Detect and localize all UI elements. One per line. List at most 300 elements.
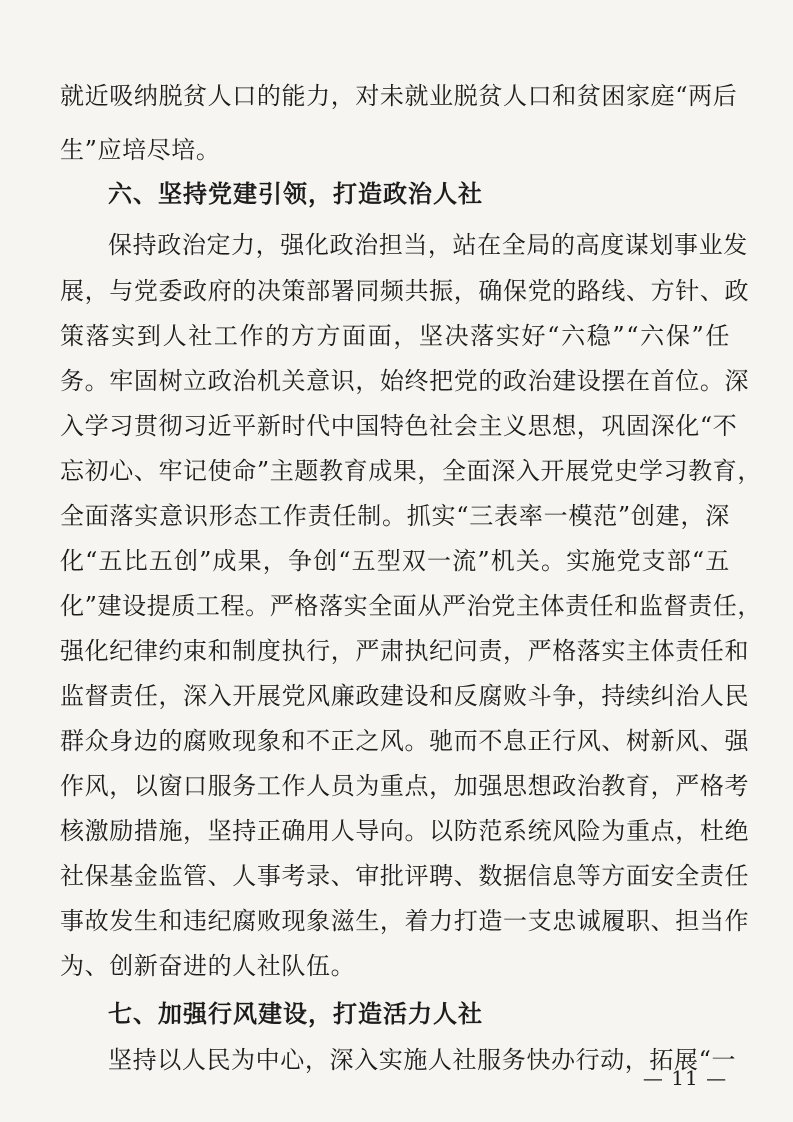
paragraph-char: 近 bbox=[84, 82, 110, 110]
paragraph-char: 任 bbox=[724, 862, 750, 890]
paragraph-char: 力 bbox=[231, 231, 256, 259]
paragraph-char: 评 bbox=[404, 862, 430, 890]
paragraph-char: 、 bbox=[330, 862, 356, 890]
paragraph-char: 持 bbox=[132, 1046, 158, 1074]
paragraph-char: 身 bbox=[109, 727, 134, 755]
paragraph-char: 在 bbox=[477, 231, 502, 259]
paragraph-char: 振 bbox=[429, 277, 454, 305]
paragraph-char: 导 bbox=[355, 817, 380, 845]
paragraph-line bbox=[108, 225, 748, 265]
paragraph-char: ， bbox=[379, 907, 405, 935]
paragraph-char: 执 bbox=[404, 637, 430, 665]
paragraph-char: 站 bbox=[452, 231, 478, 259]
paragraph-char: 保 bbox=[665, 322, 691, 350]
paragraph-char: 政 bbox=[355, 682, 380, 710]
paragraph-char: 一 bbox=[711, 1046, 737, 1074]
paragraph-char: 六 bbox=[561, 322, 586, 350]
paragraph-char: 持 bbox=[232, 817, 257, 845]
paragraph-char: 续 bbox=[626, 682, 651, 710]
paragraph-char: 严 bbox=[442, 592, 467, 620]
paragraph-char: 程 bbox=[220, 592, 246, 620]
paragraph-char: ” bbox=[199, 547, 212, 575]
paragraph-char: 策 bbox=[60, 322, 85, 350]
paragraph-char: 强 bbox=[724, 727, 750, 755]
paragraph-char: 、 bbox=[650, 907, 676, 935]
paragraph-char: 边 bbox=[133, 727, 159, 755]
paragraph-char: 腐 bbox=[478, 682, 503, 710]
paragraph-char: 造 bbox=[478, 907, 503, 935]
paragraph-char: ， bbox=[680, 502, 706, 530]
paragraph-char: 行 bbox=[575, 1046, 601, 1074]
paragraph-char: 安 bbox=[650, 862, 676, 890]
paragraph-char: “ bbox=[626, 322, 640, 350]
paragraph-char: 巩 bbox=[601, 412, 627, 440]
paragraph-char: 风 bbox=[306, 682, 331, 710]
paragraph-char: 展 bbox=[565, 457, 590, 485]
paragraph-char: 初 bbox=[84, 457, 110, 485]
paragraph-line-text: 为、创新奋进的人社队伍。 bbox=[60, 952, 356, 980]
paragraph-char: 主 bbox=[269, 457, 295, 485]
paragraph-char: 开 bbox=[540, 457, 566, 485]
paragraph-char: 打 bbox=[453, 907, 479, 935]
paragraph-char: 质 bbox=[171, 592, 196, 620]
paragraph-char: 部 bbox=[666, 547, 692, 575]
paragraph-char: 事 bbox=[674, 231, 699, 259]
paragraph-char: 、 bbox=[601, 727, 627, 755]
paragraph-char: 保 bbox=[84, 862, 110, 890]
paragraph-char: 任 bbox=[332, 502, 358, 530]
paragraph-char: 违 bbox=[183, 907, 208, 935]
paragraph-char: 决 bbox=[444, 322, 470, 350]
paragraph-char: 和 bbox=[207, 637, 233, 665]
paragraph-char: 机 bbox=[490, 547, 516, 575]
paragraph-char: 就 bbox=[60, 82, 85, 110]
paragraph-char: “ bbox=[698, 1046, 712, 1074]
paragraph-char: 强 bbox=[60, 637, 85, 665]
paragraph-char: ” bbox=[612, 322, 626, 350]
paragraph-char: 息 bbox=[552, 862, 577, 890]
paragraph-char: 化 bbox=[675, 412, 700, 440]
paragraph-char: 口 bbox=[527, 82, 553, 110]
paragraph-char: ， bbox=[330, 82, 356, 110]
paragraph-char: 事 bbox=[256, 862, 282, 890]
paragraph-char: 纳 bbox=[133, 82, 159, 110]
paragraph-char: 意 bbox=[159, 502, 184, 530]
paragraph-char: 不 bbox=[306, 727, 331, 755]
paragraph-char: 任 bbox=[133, 682, 159, 710]
paragraph-char: 作 bbox=[60, 772, 85, 800]
paragraph-char: 。 bbox=[381, 502, 407, 530]
paragraph-char: 务 bbox=[232, 772, 257, 800]
paragraph-line bbox=[60, 271, 750, 311]
paragraph-char: 象 bbox=[306, 907, 331, 935]
paragraph-char: 树 bbox=[626, 727, 651, 755]
paragraph-char: 系 bbox=[502, 817, 528, 845]
paragraph-char: 用 bbox=[306, 817, 331, 845]
paragraph-char: 树 bbox=[158, 367, 184, 395]
paragraph-char: 范 bbox=[478, 817, 503, 845]
paragraph-char: ” bbox=[617, 502, 631, 530]
paragraph-char: 建 bbox=[379, 682, 405, 710]
paragraph-char: ， bbox=[393, 322, 418, 350]
paragraph-char: 深 bbox=[491, 457, 516, 485]
paragraph-line bbox=[108, 1040, 737, 1080]
paragraph-char: 作 bbox=[282, 502, 308, 530]
paragraph-char: 社 bbox=[188, 322, 213, 350]
paragraph-line bbox=[60, 406, 738, 446]
paragraph-char: 。 bbox=[84, 367, 110, 395]
paragraph-char: 方 bbox=[601, 862, 627, 890]
paragraph-char: 教 bbox=[318, 457, 344, 485]
paragraph-char: 为 bbox=[231, 1046, 256, 1074]
paragraph-char: 署 bbox=[330, 277, 356, 305]
paragraph-char: 比 bbox=[123, 547, 149, 575]
paragraph-char: 之 bbox=[355, 727, 380, 755]
paragraph-char: 和 bbox=[158, 907, 184, 935]
paragraph-char: 业 bbox=[429, 82, 454, 110]
paragraph-char: 设 bbox=[576, 367, 602, 395]
paragraph-line bbox=[60, 496, 730, 536]
paragraph-char: 习 bbox=[183, 412, 208, 440]
paragraph-char: 落 bbox=[576, 637, 602, 665]
paragraph-char: 中 bbox=[330, 412, 356, 440]
paragraph-char: 社 bbox=[452, 1046, 478, 1074]
paragraph-char: 。 bbox=[541, 547, 566, 575]
paragraph-char: 形 bbox=[208, 502, 234, 530]
paragraph-char: 实 bbox=[566, 547, 591, 575]
paragraph-char: 家 bbox=[626, 82, 651, 110]
paragraph-char: ， bbox=[576, 682, 602, 710]
paragraph-line bbox=[60, 721, 750, 761]
paragraph-char: 政 bbox=[329, 231, 355, 259]
paragraph-char: 与 bbox=[109, 277, 134, 305]
paragraph-char: 作 bbox=[281, 772, 307, 800]
paragraph-char: 线 bbox=[601, 277, 627, 305]
paragraph-char: 风 bbox=[379, 727, 405, 755]
paragraph-char: 吸 bbox=[109, 82, 134, 110]
paragraph-char: ， bbox=[624, 1046, 650, 1074]
paragraph-char: ” bbox=[691, 322, 705, 350]
paragraph-char: 人 bbox=[162, 322, 188, 350]
paragraph-char: 立 bbox=[183, 367, 208, 395]
paragraph-char: 强 bbox=[478, 772, 503, 800]
paragraph-char: 部 bbox=[306, 277, 331, 305]
paragraph-char: 束 bbox=[183, 637, 208, 665]
paragraph-char: 识 bbox=[330, 367, 356, 395]
paragraph-char: 持 bbox=[601, 682, 627, 710]
paragraph-char: 数 bbox=[478, 862, 503, 890]
paragraph-char: 教 bbox=[601, 772, 627, 800]
paragraph-char: 务 bbox=[60, 367, 85, 395]
paragraph-char: 双 bbox=[401, 547, 427, 575]
paragraph-char: 面 bbox=[392, 592, 418, 620]
paragraph-char: 时 bbox=[281, 412, 307, 440]
paragraph-char: 杜 bbox=[699, 817, 725, 845]
paragraph-char: 和 bbox=[614, 592, 639, 620]
paragraph-char: 息 bbox=[502, 727, 528, 755]
paragraph-char: 一 bbox=[543, 502, 569, 530]
paragraph-char: 固 bbox=[626, 412, 651, 440]
paragraph-char: 当 bbox=[699, 907, 725, 935]
paragraph-char: 的 bbox=[478, 367, 503, 395]
paragraph-char: 牢 bbox=[158, 457, 184, 485]
paragraph-char: “ bbox=[675, 82, 689, 110]
paragraph-char: 重 bbox=[379, 772, 405, 800]
paragraph-char: 严 bbox=[269, 592, 295, 620]
paragraph-char: 中 bbox=[255, 1046, 281, 1074]
paragraph-char: 人 bbox=[181, 1046, 207, 1074]
paragraph-char: 风 bbox=[675, 727, 700, 755]
paragraph-line bbox=[60, 901, 750, 941]
paragraph-char: 抓 bbox=[406, 502, 432, 530]
section-heading: 六、坚持党建引领，打造政治人社 bbox=[108, 180, 483, 208]
paragraph-char: 行 bbox=[306, 637, 331, 665]
paragraph-line bbox=[60, 541, 730, 581]
paragraph-char: ， bbox=[183, 817, 208, 845]
paragraph-char: 国 bbox=[355, 412, 380, 440]
paragraph-char: 、 bbox=[133, 457, 159, 485]
paragraph-char: 职 bbox=[626, 907, 651, 935]
paragraph-char: 斗 bbox=[527, 682, 553, 710]
paragraph-char: 命 bbox=[232, 457, 257, 485]
paragraph-char: 代 bbox=[306, 412, 331, 440]
paragraph-char: 格 bbox=[294, 592, 319, 620]
paragraph-char: ， bbox=[737, 457, 762, 485]
paragraph-char: ， bbox=[158, 682, 184, 710]
paragraph-char: 化 bbox=[60, 592, 85, 620]
paragraph-char: 治 bbox=[354, 231, 379, 259]
paragraph-char: 高 bbox=[575, 231, 601, 259]
paragraph-char: 担 bbox=[675, 907, 700, 935]
paragraph-char: 任 bbox=[705, 322, 730, 350]
paragraph-char: 心 bbox=[109, 457, 134, 485]
paragraph-char: 业 bbox=[698, 231, 724, 259]
paragraph-char: 问 bbox=[453, 637, 479, 665]
paragraph-char: 未 bbox=[379, 82, 405, 110]
paragraph-char: 现 bbox=[232, 727, 257, 755]
paragraph-char: 服 bbox=[477, 1046, 502, 1074]
paragraph-line bbox=[60, 451, 762, 491]
paragraph-char: 作 bbox=[239, 322, 265, 350]
paragraph-char: 方 bbox=[650, 277, 676, 305]
paragraph-char: 和 bbox=[552, 82, 577, 110]
paragraph-char: 特 bbox=[379, 412, 405, 440]
paragraph-char: 正 bbox=[527, 727, 553, 755]
paragraph-line bbox=[60, 631, 750, 671]
paragraph-char: 五 bbox=[705, 547, 730, 575]
paragraph-char: 成 bbox=[368, 457, 393, 485]
paragraph-char: 忘 bbox=[60, 457, 85, 485]
paragraph-char: 度 bbox=[600, 231, 625, 259]
paragraph-char: 口 bbox=[232, 82, 257, 110]
paragraph-char: 两 bbox=[688, 82, 713, 110]
paragraph-char: ， bbox=[262, 547, 288, 575]
paragraph-char: ， bbox=[675, 817, 700, 845]
paragraph-char: 新 bbox=[650, 727, 676, 755]
paragraph-char: 忠 bbox=[552, 907, 577, 935]
paragraph-char: 终 bbox=[404, 367, 430, 395]
paragraph-char: 实 bbox=[111, 322, 136, 350]
paragraph-char: 考 bbox=[724, 772, 750, 800]
paragraph-char: 绝 bbox=[724, 817, 750, 845]
paragraph-char: 正 bbox=[330, 727, 356, 755]
paragraph-char: ， bbox=[355, 367, 380, 395]
paragraph-char: 责 bbox=[565, 592, 590, 620]
paragraph-char: 责 bbox=[699, 862, 725, 890]
paragraph-char: 方 bbox=[316, 322, 342, 350]
paragraph-char: 管 bbox=[183, 862, 208, 890]
paragraph-char: 模 bbox=[568, 502, 593, 530]
paragraph-char: 现 bbox=[281, 907, 307, 935]
paragraph-char: 励 bbox=[109, 817, 134, 845]
paragraph-char: 施 bbox=[403, 1046, 428, 1074]
paragraph-char: 牢 bbox=[109, 367, 134, 395]
paragraph-char: 政 bbox=[183, 277, 208, 305]
paragraph-char: 范 bbox=[593, 502, 618, 530]
paragraph-char: 约 bbox=[158, 637, 184, 665]
paragraph-char: 创 bbox=[630, 502, 656, 530]
paragraph-char: 共 bbox=[404, 277, 430, 305]
paragraph-char: 设 bbox=[122, 592, 147, 620]
paragraph-char: 纪 bbox=[429, 637, 454, 665]
paragraph-char: 险 bbox=[576, 817, 602, 845]
paragraph-char: 到 bbox=[136, 322, 162, 350]
paragraph-char: 人 bbox=[330, 817, 356, 845]
paragraph-char: 核 bbox=[60, 817, 85, 845]
paragraph-char: 党 bbox=[453, 367, 479, 395]
paragraph-char: 首 bbox=[650, 367, 676, 395]
paragraph-char: 好 bbox=[521, 322, 547, 350]
paragraph-char: 思 bbox=[527, 412, 553, 440]
paragraph-char: 办 bbox=[550, 1046, 576, 1074]
paragraph-char: 针 bbox=[675, 277, 700, 305]
paragraph-char: ， bbox=[429, 772, 454, 800]
paragraph-char: 从 bbox=[417, 592, 443, 620]
paragraph-char: 务 bbox=[501, 1046, 527, 1074]
paragraph-char: 育 bbox=[712, 457, 738, 485]
paragraph-char: 全 bbox=[60, 502, 85, 530]
paragraph-char: 、 bbox=[626, 277, 651, 305]
paragraph-char: 腐 bbox=[232, 907, 257, 935]
paragraph-char: 力 bbox=[306, 82, 331, 110]
paragraph-char: 体 bbox=[650, 637, 676, 665]
paragraph-char: 入 bbox=[60, 412, 85, 440]
paragraph-char: ， bbox=[453, 277, 479, 305]
paragraph-char: 监 bbox=[60, 682, 85, 710]
paragraph-char: 路 bbox=[576, 277, 602, 305]
paragraph-char: 习 bbox=[663, 457, 689, 485]
paragraph-char: 群 bbox=[60, 727, 85, 755]
paragraph-char: 的 bbox=[256, 82, 282, 110]
paragraph-char: 后 bbox=[712, 82, 738, 110]
paragraph-char: 实 bbox=[431, 502, 457, 530]
paragraph-char: 化 bbox=[60, 547, 85, 575]
paragraph-char: 贫 bbox=[183, 82, 208, 110]
paragraph-char: 廉 bbox=[330, 682, 356, 710]
paragraph-char: 的 bbox=[265, 322, 290, 350]
paragraph-char: 、 bbox=[699, 277, 725, 305]
paragraph-char: 政 bbox=[207, 367, 233, 395]
paragraph-char: 定 bbox=[206, 231, 232, 259]
paragraph-char: 和 bbox=[724, 637, 750, 665]
paragraph-char: 五 bbox=[148, 547, 174, 575]
paragraph-char: “ bbox=[691, 547, 705, 575]
paragraph-char: 府 bbox=[207, 277, 233, 305]
paragraph-char: 腐 bbox=[183, 727, 208, 755]
paragraph-char: 实 bbox=[343, 592, 369, 620]
paragraph-char: ” bbox=[84, 592, 98, 620]
paragraph-char: 党 bbox=[527, 277, 553, 305]
paragraph-char: 制 bbox=[357, 502, 382, 530]
paragraph-char: 面 bbox=[84, 502, 110, 530]
paragraph-char: 治 bbox=[527, 367, 553, 395]
paragraph-char: 落 bbox=[109, 502, 135, 530]
paragraph-char: 争 bbox=[552, 682, 577, 710]
paragraph-char: 党 bbox=[281, 682, 307, 710]
paragraph-char: 治 bbox=[576, 772, 602, 800]
paragraph-char: 发 bbox=[723, 231, 748, 259]
paragraph-char: 政 bbox=[724, 277, 750, 305]
paragraph-char: 党 bbox=[616, 547, 642, 575]
paragraph-char: 而 bbox=[453, 727, 479, 755]
paragraph-char: 肃 bbox=[379, 637, 405, 665]
paragraph-char: 关 bbox=[515, 547, 541, 575]
paragraph-char: 任 bbox=[712, 592, 738, 620]
paragraph-char: ” bbox=[477, 547, 491, 575]
paragraph-char: 治 bbox=[466, 592, 492, 620]
paragraph-char: 点 bbox=[650, 817, 676, 845]
paragraph-line bbox=[60, 316, 730, 356]
paragraph-char: 金 bbox=[133, 862, 159, 890]
paragraph-char: 实 bbox=[601, 637, 627, 665]
paragraph-char: 决 bbox=[256, 277, 282, 305]
paragraph-char: 贫 bbox=[576, 82, 602, 110]
paragraph-char: 育 bbox=[626, 772, 651, 800]
paragraph-char: 意 bbox=[306, 367, 331, 395]
paragraph-char: 全 bbox=[368, 592, 393, 620]
paragraph-char: 。 bbox=[404, 727, 430, 755]
paragraph-char: 划 bbox=[649, 231, 675, 259]
paragraph-char: 败 bbox=[502, 682, 528, 710]
paragraph-char: 心 bbox=[280, 1046, 305, 1074]
paragraph-char: 的 bbox=[158, 727, 184, 755]
paragraph-char: 审 bbox=[355, 862, 380, 890]
paragraph-char: 思 bbox=[502, 772, 528, 800]
paragraph-char: 坚 bbox=[207, 817, 233, 845]
paragraph-char: 批 bbox=[379, 862, 405, 890]
paragraph-char: 故 bbox=[84, 907, 110, 935]
paragraph-char: 面 bbox=[466, 457, 492, 485]
paragraph-char: 、 bbox=[453, 862, 479, 890]
paragraph-char: 纠 bbox=[650, 682, 676, 710]
paragraph-char: 把 bbox=[429, 367, 454, 395]
paragraph-char: 表 bbox=[494, 502, 519, 530]
paragraph-char: 制 bbox=[232, 637, 257, 665]
paragraph-char: 考 bbox=[281, 862, 307, 890]
paragraph-char: 深 bbox=[329, 1046, 355, 1074]
paragraph-char: 学 bbox=[638, 457, 664, 485]
paragraph-char: 庭 bbox=[650, 82, 676, 110]
paragraph-char: 履 bbox=[601, 907, 627, 935]
paragraph-char: 始 bbox=[379, 367, 405, 395]
paragraph-char: 展 bbox=[60, 277, 85, 305]
paragraph-char: 流 bbox=[452, 547, 477, 575]
paragraph-char: “ bbox=[456, 502, 470, 530]
paragraph-char: 建 bbox=[552, 367, 577, 395]
paragraph-char: 党 bbox=[491, 592, 516, 620]
paragraph-char: 工 bbox=[256, 772, 282, 800]
paragraph-char: 统 bbox=[527, 817, 553, 845]
